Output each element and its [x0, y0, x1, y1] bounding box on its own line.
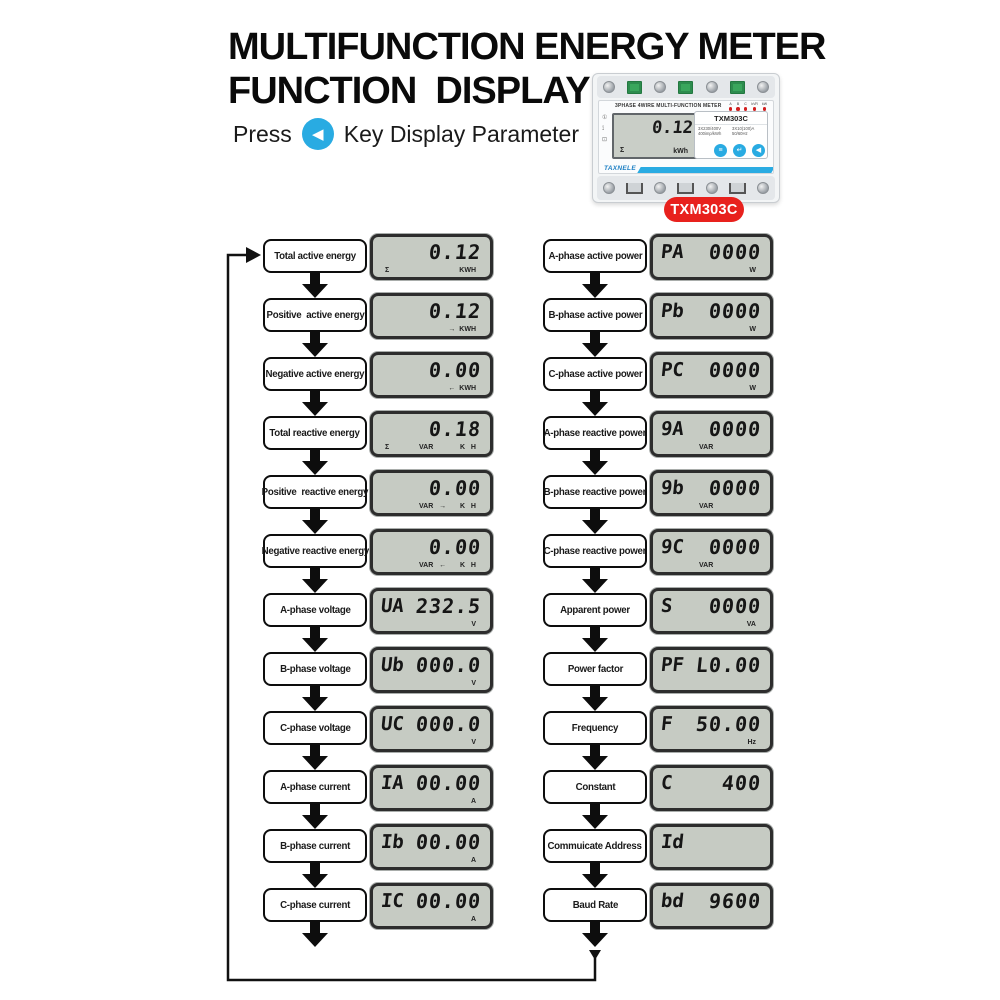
lcd-prefix: PC: [659, 359, 686, 381]
flow-row: [263, 874, 493, 933]
lcd-display: [370, 293, 493, 339]
parameter-label-box: [263, 298, 367, 332]
parameter-label: C-phase reactive power: [543, 545, 647, 557]
parameter-label: B-phase voltage: [279, 663, 351, 675]
press-suffix-label: Key Display Parameter: [343, 120, 579, 147]
flow-row: [543, 461, 773, 520]
parameter-label: Positive active energy: [266, 309, 364, 321]
lcd-value: 0000: [707, 417, 763, 441]
lcd-display: [650, 647, 773, 693]
terminal-screw-icon: [757, 81, 769, 93]
status-led-icon: kW: [762, 102, 767, 111]
meter-button-icon: ≡: [714, 144, 727, 157]
lcd-prefix: IA: [379, 772, 406, 794]
lcd-prefix: C: [659, 772, 674, 794]
lcd-annunciator-mid: VAR: [699, 444, 714, 451]
parameter-label-box: [263, 534, 367, 568]
lcd-value: 232.5: [414, 594, 483, 618]
parameter-label: B-phase reactive power: [543, 486, 647, 498]
status-led-icon: C: [744, 102, 748, 111]
lcd-value: 0.00: [427, 476, 483, 500]
lcd-prefix: UA: [379, 595, 406, 617]
lcd-annunciator-left: Σ: [385, 267, 390, 274]
terminal-clamp-icon: [626, 183, 643, 194]
flow-arrow-down-icon: [582, 920, 608, 947]
lcd-display: [650, 411, 773, 457]
model-badge: TXM303C: [664, 197, 744, 222]
flow-column-left: [263, 225, 493, 985]
lcd-value: 0000: [707, 358, 763, 382]
lcd-annunciator-mid: VAR ←: [419, 562, 447, 569]
lcd-prefix: Ib: [379, 831, 406, 853]
press-label: Press: [233, 120, 292, 147]
parameter-label-box: [263, 652, 367, 686]
lcd-annunciator-right: V: [471, 739, 476, 746]
parameter-label-box: [543, 534, 647, 568]
status-led-icon: B: [736, 102, 740, 111]
lcd-annunciator-right: A: [470, 798, 476, 805]
lcd-annunciator-right: W: [749, 267, 756, 274]
parameter-label-box: [263, 239, 367, 273]
meter-symbol-icon: ⊡: [602, 137, 608, 143]
lcd-display: [370, 529, 493, 575]
lcd-value: 000.0: [414, 712, 483, 736]
status-led-icon: kVR: [751, 102, 758, 111]
meter-spec-text: 3X230/400V: [698, 126, 722, 131]
terminal-clamp-icon: [677, 183, 694, 194]
lcd-prefix: Ub: [379, 654, 406, 676]
parameter-label: Commuicate Address: [547, 840, 643, 852]
meter-buttons: [714, 144, 765, 157]
lcd-annunciator-right: V: [471, 680, 476, 687]
lcd-annunciator-right: ← KWH: [448, 385, 476, 392]
flow-row: [263, 402, 493, 461]
lcd-display: [370, 706, 493, 752]
terminal-screw-icon: [654, 182, 666, 194]
lcd-annunciator-right: V: [471, 621, 476, 628]
lcd-annunciator-right: K H: [460, 562, 476, 569]
parameter-label: Baud Rate: [572, 899, 618, 911]
terminal-screw-icon: [603, 81, 615, 93]
lcd-annunciator-right: K H: [460, 503, 476, 510]
flow-row: [263, 225, 493, 284]
lcd-display: [650, 588, 773, 634]
flow-row: [543, 697, 773, 756]
lcd-value: 0000: [707, 299, 763, 323]
lcd-annunciator-right: → KWH: [448, 326, 476, 333]
loop-right-arrowhead-icon: [246, 247, 261, 263]
flow-row: [263, 638, 493, 697]
parameter-label-box: [543, 711, 647, 745]
energy-meter-product-image: [592, 73, 780, 203]
parameter-label-box: [263, 593, 367, 627]
terminal-block-icon: [678, 81, 693, 94]
meter-button-icon: ◀: [752, 144, 765, 157]
lcd-annunciator-mid: VAR: [419, 444, 434, 451]
meter-button-icon: ↵: [733, 144, 746, 157]
meter-model-label: TXM303C: [695, 114, 767, 125]
meter-lcd-screen: [612, 113, 700, 159]
lcd-annunciator-mid: VAR: [699, 503, 714, 510]
flow-row: [543, 579, 773, 638]
meter-face-title: 3PHASE 4WIRE MULTI-FUNCTION METER: [615, 103, 722, 109]
meter-brand: [599, 164, 773, 173]
lcd-display: [370, 883, 493, 929]
parameter-label: Positive reactive energy: [261, 486, 369, 498]
lcd-value: 00.00: [414, 889, 483, 913]
terminal-block-icon: [730, 81, 745, 94]
flow-row: [543, 402, 773, 461]
lcd-annunciator-right: KWH: [459, 267, 476, 274]
lcd-prefix: bd: [659, 890, 686, 912]
parameter-label-box: [263, 711, 367, 745]
meter-top-terminals: [597, 76, 775, 98]
flow-row: [263, 343, 493, 402]
parameter-label-box: [263, 829, 367, 863]
lcd-display: [370, 234, 493, 280]
flow-row: [543, 756, 773, 815]
lcd-prefix: Id: [659, 831, 686, 853]
lcd-value: 0.00: [427, 358, 483, 382]
parameter-label: A-phase voltage: [279, 604, 351, 616]
flow-row: [263, 579, 493, 638]
lcd-prefix: Pb: [659, 300, 686, 322]
parameter-label-box: [263, 888, 367, 922]
page-title: MULTIFUNCTION ENERGY METER: [228, 26, 826, 68]
lcd-prefix: UC: [379, 713, 406, 735]
terminal-screw-icon: [706, 182, 718, 194]
meter-symbol-icon: ①: [602, 115, 608, 121]
lcd-annunciator-left: Σ: [385, 444, 390, 451]
terminal-block-icon: [627, 81, 642, 94]
lcd-display: [370, 647, 493, 693]
meter-specs: [695, 125, 767, 137]
lcd-display: [650, 706, 773, 752]
flow-row: [263, 697, 493, 756]
flow-row: [263, 284, 493, 343]
terminal-screw-icon: [706, 81, 718, 93]
parameter-label-box: [263, 416, 367, 450]
parameter-label-box: [543, 239, 647, 273]
parameter-label-box: [543, 829, 647, 863]
flow-row: [263, 520, 493, 579]
flow-row: [543, 874, 773, 933]
lcd-display: [650, 529, 773, 575]
parameter-label: Power factor: [567, 663, 623, 675]
meter-lcd-sigma-icon: Σ: [620, 147, 625, 154]
lcd-prefix: PA: [659, 241, 686, 263]
meter-lcd-unit: kWh: [673, 148, 688, 155]
lcd-display: [650, 293, 773, 339]
parameter-label: Total reactive energy: [269, 427, 361, 439]
meter-symbol-icon: ⟟: [602, 126, 605, 132]
parameter-label-box: [543, 770, 647, 804]
lcd-value: 9600: [707, 889, 763, 913]
meter-spec-text: 3X10(100)A: [732, 126, 755, 131]
lcd-value: 0.18: [427, 417, 483, 441]
lcd-value: 000.0: [414, 653, 483, 677]
lcd-value: 0.12: [427, 240, 483, 264]
flow-column-right: [543, 225, 773, 985]
parameter-label-box: [543, 593, 647, 627]
parameter-label: Total active energy: [274, 250, 356, 262]
flow-row: [543, 815, 773, 874]
lcd-annunciator-right: W: [749, 385, 756, 392]
parameter-label-box: [543, 475, 647, 509]
meter-spec-text: 400imp/kWh: [698, 131, 722, 136]
flow-row: [263, 815, 493, 874]
lcd-display: [370, 411, 493, 457]
parameter-label-box: [543, 888, 647, 922]
parameter-label: A-phase current: [279, 781, 351, 793]
lcd-value: 0.12: [427, 299, 483, 323]
lcd-display: [650, 883, 773, 929]
parameter-label: Negative active energy: [265, 368, 365, 380]
lcd-display: [650, 470, 773, 516]
parameter-label-box: [263, 475, 367, 509]
lcd-annunciator-right: A: [470, 916, 476, 923]
parameter-label: Apparent power: [560, 604, 630, 616]
flow-row: [543, 284, 773, 343]
parameter-label-box: [263, 770, 367, 804]
parameter-label-box: [263, 357, 367, 391]
lcd-annunciator-mid: VAR →: [419, 503, 447, 510]
lcd-value: 50.00: [694, 712, 763, 736]
meter-face: [598, 100, 774, 174]
lcd-value: 0000: [707, 476, 763, 500]
parameter-label: A-phase reactive power: [543, 427, 647, 439]
flow-row: [263, 461, 493, 520]
terminal-screw-icon: [603, 182, 615, 194]
press-instruction: [233, 118, 579, 150]
lcd-prefix: F: [659, 713, 674, 735]
lcd-display: [370, 588, 493, 634]
lcd-display: [650, 352, 773, 398]
terminal-screw-icon: [757, 182, 769, 194]
parameter-label: Constant: [575, 781, 615, 793]
parameter-label: B-phase active power: [548, 309, 642, 321]
parameter-label: A-phase active power: [548, 250, 642, 262]
page-subtitle: FUNCTION DISPLAY: [228, 70, 590, 112]
lcd-display: [370, 765, 493, 811]
lcd-annunciator-right: A: [470, 857, 476, 864]
parameter-label: C-phase active power: [548, 368, 642, 380]
lcd-value: 00.00: [414, 771, 483, 795]
parameter-label: B-phase current: [279, 840, 351, 852]
terminal-screw-icon: [654, 81, 666, 93]
lcd-annunciator-right: VA: [746, 621, 756, 628]
status-led-icon: A: [729, 102, 733, 111]
parameter-label-box: [543, 298, 647, 332]
parameter-label: Negative reactive energy: [261, 545, 369, 557]
lcd-value: 0000: [707, 535, 763, 559]
lcd-prefix: S: [659, 595, 674, 617]
lcd-annunciator-right: W: [749, 326, 756, 333]
left-key-button-icon: ◀: [302, 118, 334, 150]
lcd-value: L0.00: [694, 653, 763, 677]
flow-row: [543, 520, 773, 579]
lcd-annunciator-right: K H: [460, 444, 476, 451]
meter-lcd-value: 0.12: [650, 118, 695, 138]
lcd-prefix: 9C: [659, 536, 686, 558]
lcd-prefix: IC: [379, 890, 406, 912]
lcd-display: [370, 352, 493, 398]
lcd-display: [650, 765, 773, 811]
flow-row: [543, 225, 773, 284]
meter-led-indicators: [729, 102, 767, 111]
flow-row: [543, 638, 773, 697]
parameter-label-box: [543, 652, 647, 686]
meter-side-icons: [602, 115, 607, 143]
lcd-display: [650, 234, 773, 280]
parameter-label: C-phase voltage: [279, 722, 351, 734]
lcd-prefix: 9A: [659, 418, 686, 440]
flow-row: [263, 756, 493, 815]
lcd-display: [370, 824, 493, 870]
lcd-value: 0000: [707, 240, 763, 264]
lcd-display: [650, 824, 773, 870]
meter-brand-label: TAXNELE: [604, 165, 636, 172]
lcd-annunciator-mid: VAR: [699, 562, 714, 569]
parameter-label: C-phase current: [279, 899, 351, 911]
lcd-value: 00.00: [414, 830, 483, 854]
lcd-value: 0000: [707, 594, 763, 618]
parameter-label-box: [543, 416, 647, 450]
flow-row: [543, 343, 773, 402]
meter-spec-text: 50/60Hz: [732, 131, 748, 136]
lcd-display: [370, 470, 493, 516]
flow-arrow-down-icon: [302, 920, 328, 947]
lcd-value: 400: [720, 771, 763, 795]
parameter-label: Frequency: [571, 722, 619, 734]
terminal-clamp-icon: [729, 183, 746, 194]
lcd-value: 0.00: [427, 535, 483, 559]
parameter-label-box: [543, 357, 647, 391]
lcd-annunciator-right: Hz: [747, 739, 756, 746]
lcd-prefix: PF: [659, 654, 686, 676]
lcd-prefix: 9b: [659, 477, 686, 499]
